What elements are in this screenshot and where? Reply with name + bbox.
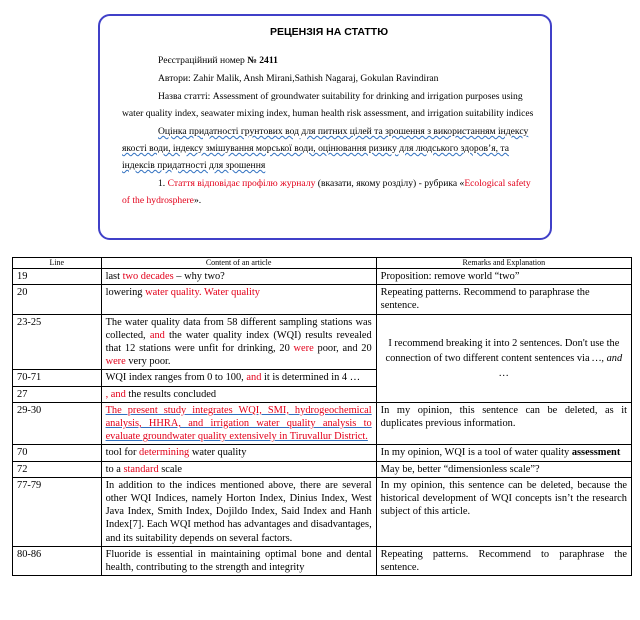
article-content: WQI index ranges from 0 to 100, and it is determined in 4 … xyxy=(101,370,376,386)
article-content: The present study integrates WQI, SMI, hydrogeochemical analysis, HHRA, and irrigation water quality analysis to evaluate groundwater quality extensively in Tiruvallur District. xyxy=(101,402,376,445)
profile-middle: (вказати, якому розділу) - рубрика « xyxy=(315,178,465,189)
article-content: In addition to the indices mentioned above, there are several other WQI Indices, namely Horton Index, Dinius Index, West Java Index, Smith Index, Dojildo Index, Said Index and Hanh Index[7]. Each WQI method has advantages and disadvantages, and its suitability depends on several factors. xyxy=(101,477,376,546)
registration-line xyxy=(122,52,536,69)
remark: I recommend breaking it into 2 sentences. Don't use the connection of two different content sentences via …, and … xyxy=(376,314,631,402)
article-title-label: Назва статті: xyxy=(158,91,213,102)
review-title: РЕЦЕНЗІЯ НА СТАТТЮ xyxy=(269,26,389,38)
table-row xyxy=(13,461,632,477)
line-number: 23-25 xyxy=(13,314,102,370)
remark: In my opinion, this sentence can be deleted, because the historical development of WQI concepts isn’t the research subject of this article. xyxy=(376,477,631,546)
table-row xyxy=(13,314,632,370)
registration-label: Реєстраційний номер xyxy=(158,55,248,66)
authors-value: Zahir Malik, Ansh Mirani,Sathish Nagaraj, Gokulan Ravindiran xyxy=(193,73,439,84)
table-row xyxy=(13,402,632,445)
table-header-row xyxy=(13,258,632,269)
line-number: 72 xyxy=(13,461,102,477)
header-remarks: Remarks and Explanation xyxy=(376,258,631,269)
profile-number: 1. xyxy=(158,178,168,189)
table-row xyxy=(13,477,632,546)
profile-rubric: Ecological safety of the hydrosphere xyxy=(122,178,531,206)
line-number: 29-30 xyxy=(13,402,102,445)
article-content: tool for determining water quality xyxy=(101,445,376,461)
registration-number: № 2411 xyxy=(247,55,278,66)
line-number: 20 xyxy=(13,285,102,314)
article-content: , and the results concluded xyxy=(101,386,376,402)
remark: Proposition: remove world “two” xyxy=(376,269,631,285)
remark: In my opinion, WQI is a tool of water quality assessment xyxy=(376,445,631,461)
table-row xyxy=(13,445,632,461)
article-content: Fluoride is essential in maintaining optimal bone and dental health, contributing to the strength and integrity xyxy=(101,546,376,575)
remark: Repeating patterns. Recommend to paraphrase the sentence. xyxy=(376,285,631,314)
table-row xyxy=(13,546,632,575)
table-row xyxy=(13,285,632,314)
remark: Repeating patterns. Recommend to paraphrase the sentence. xyxy=(376,546,631,575)
remark: In my opinion, this sentence can be deleted, as it duplicates previous information. xyxy=(376,402,631,445)
line-number: 27 xyxy=(13,386,102,402)
review-header-box xyxy=(98,14,552,240)
ukrainian-title-text: Оцінка придатності грунтових вод для питних цілей та зрошення з використанням індексу якості води, індексу змішування морської води, оцінювання ризику для людського здоров’я, та індексів придатності для зрошення xyxy=(122,126,529,171)
line-number: 70 xyxy=(13,445,102,461)
header-content: Content of an article xyxy=(101,258,376,269)
line-number: 80-86 xyxy=(13,546,102,575)
article-content: last two decades – why two? xyxy=(101,269,376,285)
article-content: The water quality data from 58 different sampling stations was collected, and the water quality index (WQI) results revealed that 12 stations were unfit for drinking, 20 were poor, and 20 were very poor. xyxy=(101,314,376,370)
line-number: 70-71 xyxy=(13,370,102,386)
authors-label: Автори: xyxy=(158,73,194,84)
article-content: lowering water quality. Water quality xyxy=(101,285,376,314)
line-number: 19 xyxy=(13,269,102,285)
profile-statement: Стаття відповідає профілю журналу xyxy=(167,178,316,189)
remark: May be, better “dimensionless scale”? xyxy=(376,461,631,477)
article-title-line xyxy=(122,88,536,122)
profile-line xyxy=(122,175,536,209)
line-number: 77-79 xyxy=(13,477,102,546)
article-title-value: Assessment of groundwater suitability for drinking and irrigation purposes using water quality index, seawater mixing index, human health risk assessment, and irrigation suitability indices xyxy=(122,91,534,119)
ukrainian-title xyxy=(122,123,536,174)
review-table xyxy=(12,257,632,576)
header-line: Line xyxy=(13,258,102,269)
article-content: to a standard scale xyxy=(101,461,376,477)
table-row xyxy=(13,269,632,285)
authors-line xyxy=(122,70,536,87)
profile-end: ». xyxy=(193,195,202,206)
